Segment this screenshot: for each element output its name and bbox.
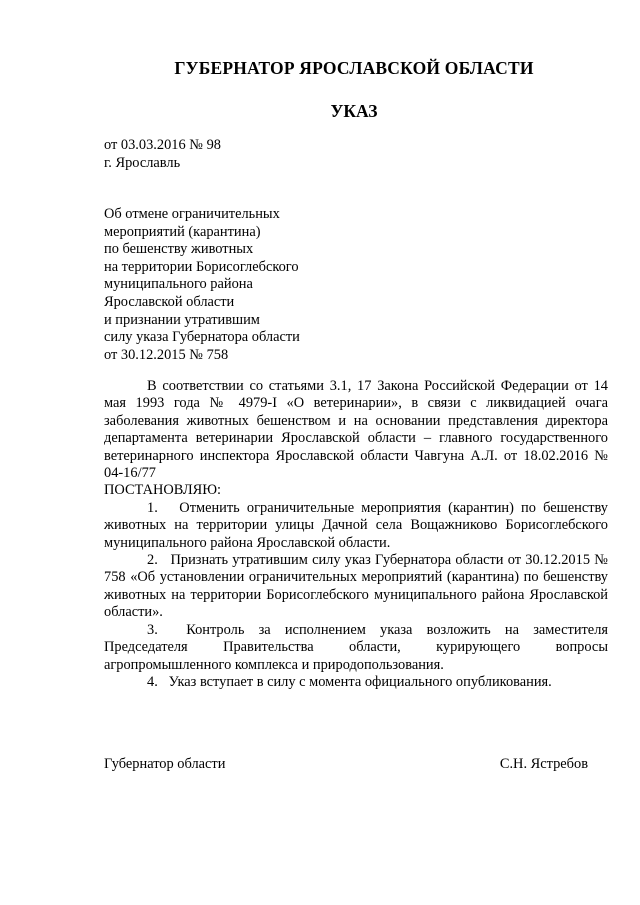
subject-line: по бешенству животных bbox=[104, 241, 254, 258]
subject-line: мероприятий (карантина) bbox=[104, 223, 261, 240]
document-meta bbox=[104, 137, 221, 172]
date-number: от 03.03.2016 № 98 bbox=[104, 137, 221, 153]
document-type: УКАЗ bbox=[330, 101, 378, 121]
subject-line: и признании утратившим bbox=[104, 311, 260, 328]
document-subject bbox=[104, 206, 300, 364]
signatory-position: Губернатор области bbox=[104, 756, 226, 772]
decree-item-4: 4. Указ вступает в силу с момента официального опубликования. bbox=[147, 673, 552, 690]
subject-line: муниципального района bbox=[104, 276, 253, 293]
issuer-title: ГУБЕРНАТОР ЯРОСЛАВСКОЙ ОБЛАСТИ bbox=[174, 58, 534, 78]
city: г. Ярославль bbox=[104, 154, 181, 171]
decree-item-1: 1. Отменить ограничительные мероприятия (карантин) по бешенству животных на территории улицы Дачной села Вощажниково Борисоглебского муниципального района Ярославской области. bbox=[104, 499, 608, 551]
decree-item-2: 2. Признать утратившим силу указ Губернатора области от 30.12.2015 № 758 «Об установлении ограничительных мероприятий (карантина) по бешенству животных на территории Борисоглебского муниципального района Ярославской области». bbox=[104, 552, 608, 621]
subject-line: Ярославской области bbox=[104, 293, 235, 310]
subject-line: от 30.12.2015 № 758 bbox=[104, 346, 229, 363]
subject-line: силу указа Губернатора области bbox=[104, 329, 300, 346]
decree-item-3: 3. Контроль за исполнением указа возложить на заместителя Председателя Правительства области, курирующего вопросы агропромышленного комплекса и природопользования. bbox=[104, 621, 608, 673]
subject-line: Об отмене ограничительных bbox=[104, 206, 280, 222]
document-body bbox=[104, 378, 608, 691]
preamble-paragraph: В соответствии со статьями 3.1, 17 Закона Российской Федерации от 14 мая 1993 года № 4979-I «О ветеринарии», в связи с ликвидацией очага заболевания животных бешенством и на основании представления директора департамента ветеринарии Ярославской области – главного государственного ветеринарного инспектора Ярославской области Чавгуна А.Л. от 18.02.2016 № 04-16/77 bbox=[104, 378, 608, 482]
signatory-name: С.Н. Ястребов bbox=[499, 756, 588, 772]
decree-word: ПОСТАНОВЛЯЮ: bbox=[104, 482, 222, 499]
signature-block bbox=[104, 756, 588, 773]
subject-line: на территории Борисоглебского bbox=[104, 258, 299, 275]
